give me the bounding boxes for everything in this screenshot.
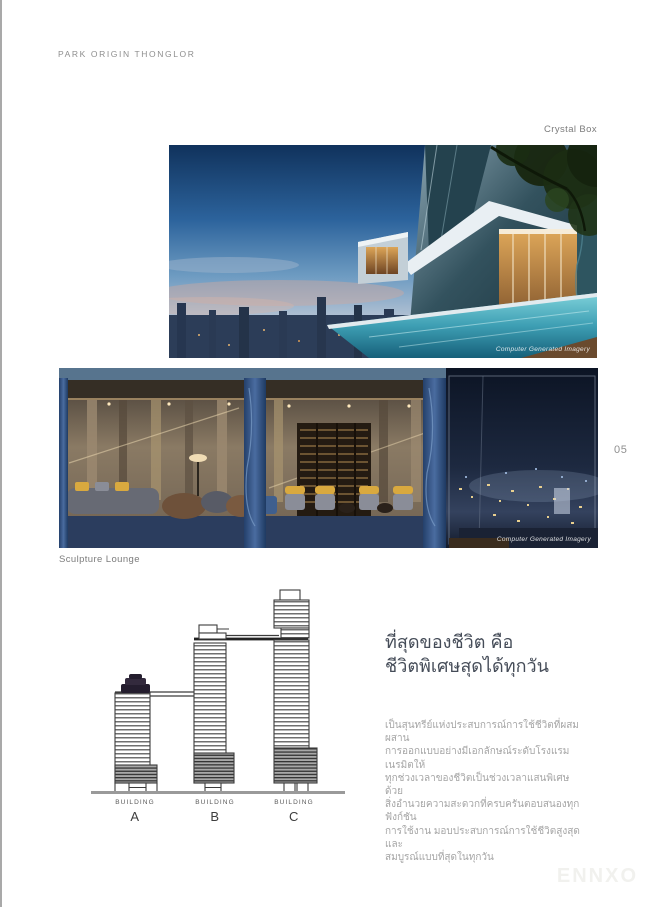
building-a-letter: A	[130, 809, 140, 824]
paragraph-line: ทุกช่วงเวลาของชีวิตเป็นช่วงเวลาแสนพิเศษ ด้วย	[385, 772, 570, 798]
building-c-letter: C	[289, 809, 299, 824]
building-b	[194, 625, 234, 792]
paragraph-line: การออกแบบอย่างมีเอกลักษณ์ระดับโรงแรมเนรมิตให้	[385, 746, 570, 771]
building-a-label	[95, 799, 175, 824]
section-heading	[385, 630, 605, 678]
page-number: 05	[614, 444, 628, 456]
sculpture-lounge-label: Sculpture Lounge	[59, 554, 140, 565]
sculpture-lounge-photo	[59, 368, 598, 548]
buildings-diagram-art	[91, 585, 345, 835]
cgi-credit: Computer Generated Imagery	[496, 536, 591, 543]
body-paragraph	[385, 719, 590, 864]
paragraph-line: เป็นสุนทรีย์แห่งประสบการณ์การใช้ชีวิตที่ผสมผสาน	[385, 720, 579, 745]
building-b-label	[175, 799, 255, 824]
crystal-box-label: Crystal Box	[544, 124, 597, 135]
building-b-word: BUILDING	[195, 799, 235, 806]
crystal-box-scene	[169, 145, 597, 358]
cgi-credit: Computer Generated Imagery	[495, 346, 590, 353]
heading-line-1: ที่สุดของชีวิต คือ	[385, 632, 514, 652]
brand-text: PARK ORIGIN THONGLOR	[58, 49, 196, 59]
paragraph-line: สิ่งอำนวยความสะดวกที่ครบครันตอบสนองทุกฟังก์ชัน	[385, 799, 580, 824]
paragraph-line: สมบูรณ์แบบที่สุดในทุกวัน	[385, 852, 494, 864]
paragraph-line: การใช้งาน มอบประสบการณ์การใช้ชีวิตสูงสุด และ	[385, 825, 580, 850]
building-c-label	[254, 799, 334, 824]
crystal-box-photo	[169, 145, 597, 358]
buildings-diagram	[91, 585, 345, 835]
building-b-letter: B	[210, 809, 220, 824]
heading-line-2: ชีวิตพิเศษสุดได้ทุกวัน	[385, 656, 549, 676]
building-a-word: BUILDING	[115, 799, 155, 806]
building-c	[274, 590, 317, 792]
ennxo-watermark: ENNXO	[556, 865, 638, 887]
sculpture-lounge-scene	[59, 368, 598, 548]
building-c-word: BUILDING	[274, 799, 314, 806]
